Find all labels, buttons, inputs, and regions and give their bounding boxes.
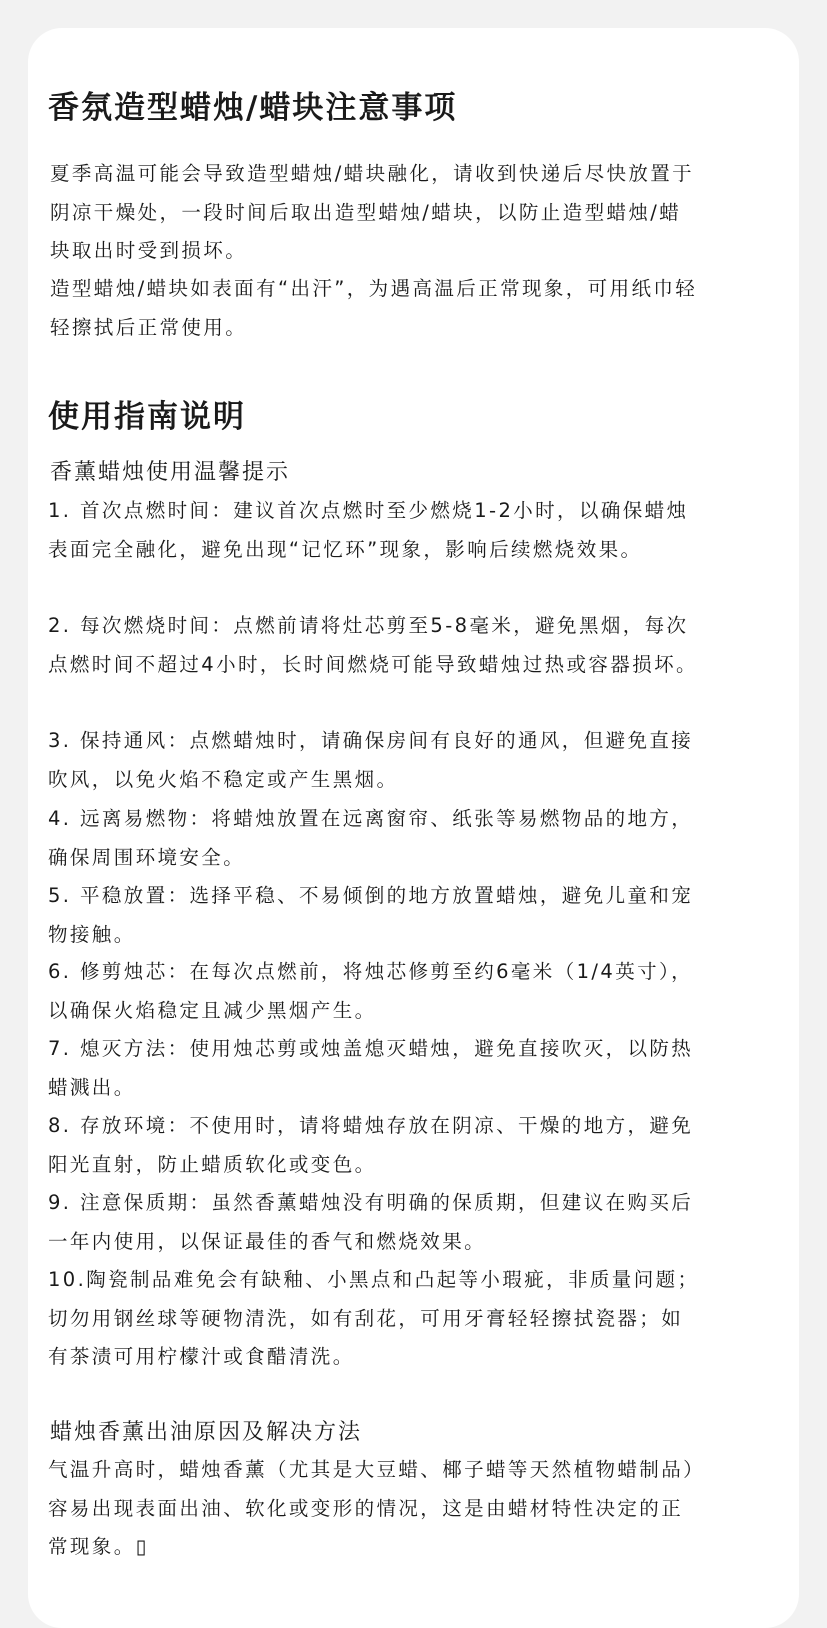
guide-item-2: 2. 每次燃烧时间：点燃前请将灶芯剪至5-8毫米，避免黑烟，每次点燃时间不超过4小时，长时间燃烧可能导致蜡烛过热或容器损坏。 <box>48 614 698 676</box>
guide-item-1: 1. 首次点燃时间：建议首次点燃时至少燃烧1-2小时，以确保蜡烛表面完全融化，避免出现“记忆环”现象，影响后续燃烧效果。 <box>48 499 689 561</box>
notice-paragraph-2: 造型蜡烛/蜡块如表面有“出汗”，为遇高温后正常现象，可用纸巾轻轻擦拭后正常使用。 <box>50 277 698 339</box>
guide-item-10: 10.陶瓷制品难免会有缺釉、小黑点和凸起等小瑕疵，非质量问题；切勿用钢丝球等硬物清洗，如有刮花，可用牙膏轻轻擦拭瓷器；如有茶渍可用柠檬汁或食醋清洗。 <box>48 1268 700 1368</box>
guide-subtitle: 香薰蜡烛使用温馨提示 <box>50 460 291 485</box>
guide-item-6: 6. 修剪烛芯：在每次点燃前，将烛芯修剪至约6毫米（1/4英寸），以确保火焰稳定且减少黑烟产生。 <box>48 960 694 1022</box>
guide-item-3: 3. 保持通风：点燃蜡烛时，请确保房间有良好的通风，但避免直接吹风，以免火焰不稳定或产生黑烟。 <box>48 729 694 791</box>
guide-item-5: 5. 平稳放置：选择平稳、不易倾倒的地方放置蜡烛，避免儿童和宠物接触。 <box>48 884 694 946</box>
section-title-notice: 香氛造型蜡烛/蜡块注意事项 <box>48 90 458 126</box>
section-title-guide: 使用指南说明 <box>48 399 246 435</box>
notice-paragraph-1: 夏季高温可能会导致造型蜡烛/蜡块融化，请收到快递后尽快放置于阴凉干燥处，一段时间后取出造型蜡烛/蜡块，以防止造型蜡烛/蜡块取出时受到损坏。 <box>50 162 695 262</box>
guide-item-8: 8. 存放环境：不使用时，请将蜡烛存放在阴凉、干燥的地方，避免阳光直射，防止蜡质软化或变色。 <box>48 1114 694 1176</box>
guide-item-9: 9. 注意保质期：虽然香薰蜡烛没有明确的保质期，但建议在购买后一年内使用，以保证最佳的香气和燃烧效果。 <box>48 1191 694 1253</box>
guide-item-4: 4. 远离易燃物：将蜡烛放置在远离窗帘、纸张等易燃物品的地方，确保周围环境安全。 <box>48 807 694 869</box>
oil-subtitle: 蜡烛香薰出油原因及解决方法 <box>50 1420 363 1445</box>
guide-item-7: 7. 熄灭方法：使用烛芯剪或烛盖熄灭蜡烛，避免直接吹灭，以防热蜡溅出。 <box>48 1037 694 1099</box>
oil-paragraph: 气温升高时，蜡烛香薰（尤其是大豆蜡、椰子蜡等天然植物蜡制品）容易出现表面出油、软化或变形的情况，这是由蜡材特性决定的正常现象。▯ <box>48 1458 696 1558</box>
